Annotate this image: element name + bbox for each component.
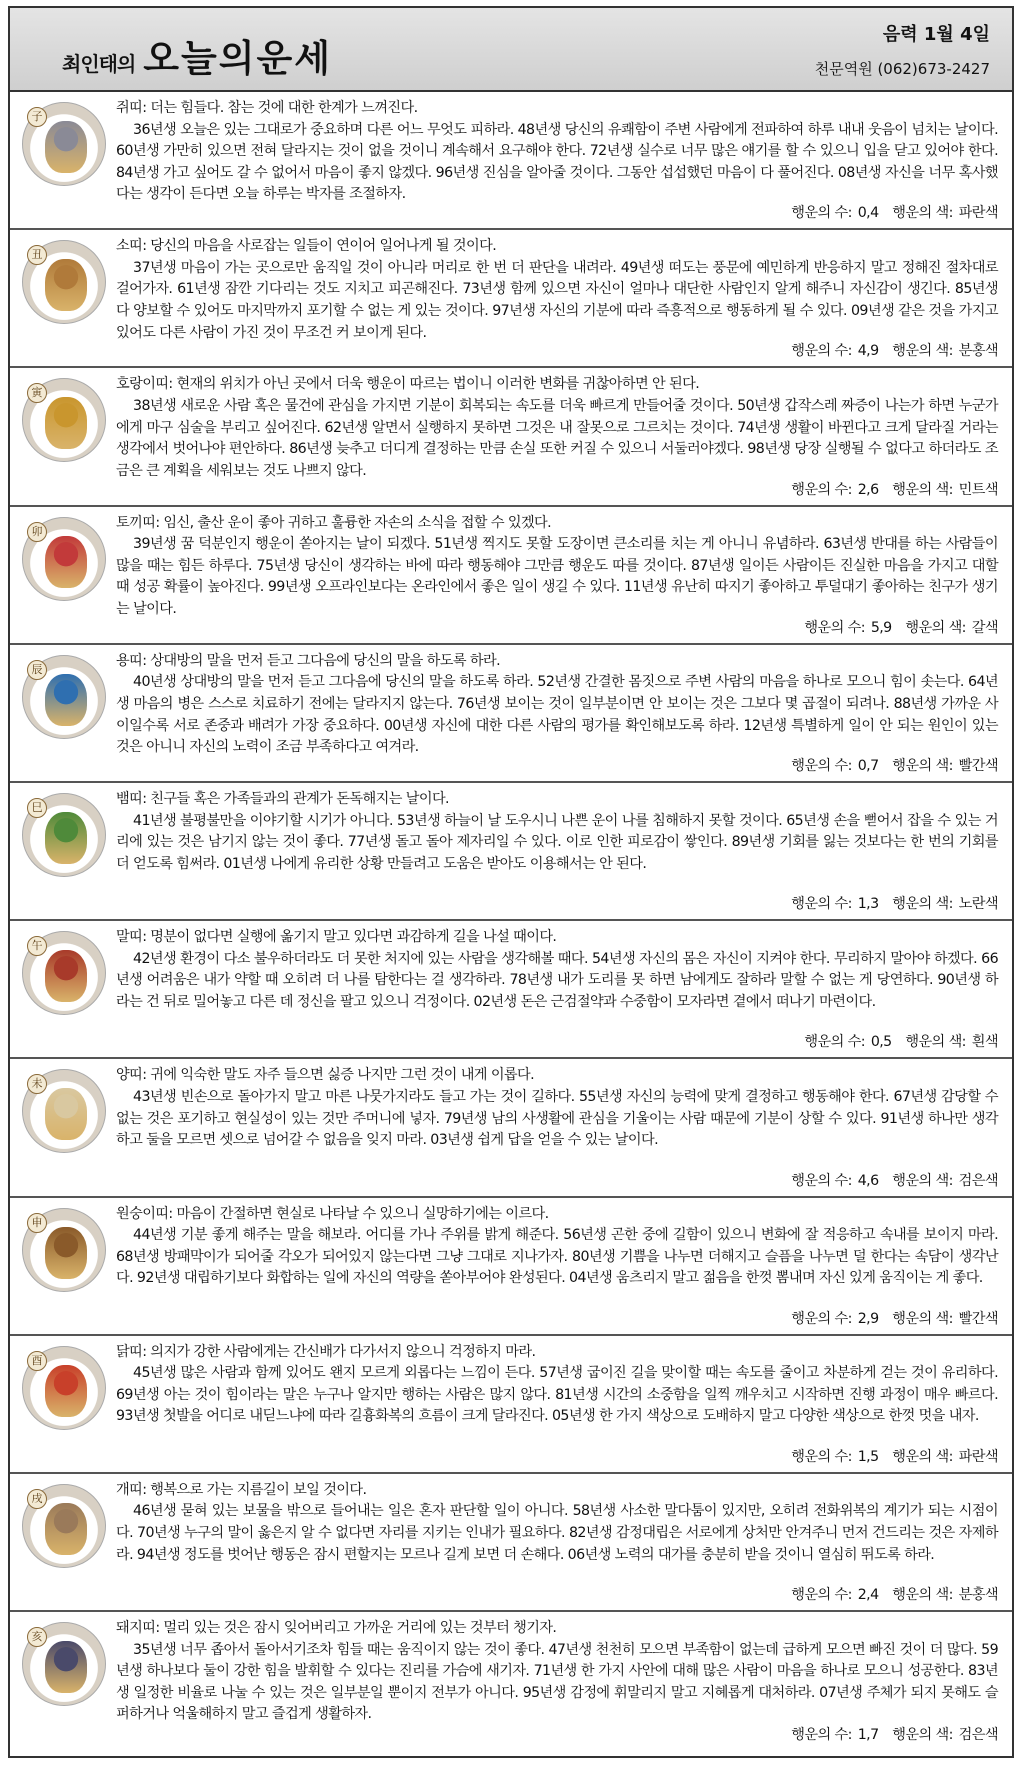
lucky-info: [781, 202, 998, 222]
lucky-color: 노란색: [958, 896, 998, 913]
fortune-title: 토끼띠: 임신, 출산 운이 좋아 귀하고 훌륭한 자손의 소식을 접할 수 있겠다.: [116, 514, 552, 531]
lucky-number: 2,6: [857, 481, 879, 498]
lucky-color-label: 행운의 색:: [892, 481, 953, 498]
lucky-info: [781, 1170, 998, 1190]
zodiac-character: 戌: [27, 1489, 47, 1509]
zodiac-row: [10, 507, 1012, 645]
lucky-color-label: 행운의 색:: [892, 757, 953, 774]
lucky-number-label: 행운의 수:: [791, 1727, 852, 1744]
fortune-text: [116, 98, 998, 206]
zodiac-figure-icon: [45, 812, 87, 864]
lucky-info: [794, 1031, 998, 1051]
lucky-color-label: 행운의 색:: [905, 619, 966, 636]
zodiac-list: [10, 92, 1012, 1756]
lucky-number: 1,5: [857, 1448, 879, 1465]
zodiac-figure-icon: [45, 1503, 87, 1555]
lucky-info: [781, 1308, 998, 1328]
zodiac-figure-icon: [45, 259, 87, 311]
fortune-title: 원숭이띠: 마음이 간절하면 현실로 나타날 수 있으니 실망하기에는 이르다.: [116, 1205, 549, 1222]
lucky-color: 분홍색: [958, 343, 998, 360]
fortune-text: [116, 374, 998, 482]
fortune-body: 39년생 꿈 덕분인지 행운이 쏟아지는 날이 되겠다. 51년생 찍지도 못할 도장이면 큰소리를 치는 게 아니니 유념하라. 63년생 반대를 하는 사람들이 많을 때는 힘든 하루다. 75년생 당신이 생각하는 바에 따라 행동해야 그만큼 행운도 따를 것이다. 87년생 일이든 사람이든 진실한 마음을 가지고 대할 때 성공 확률이 높아진다. 99년생 오프라인보다는 온라인에서 좋은 일이 생길 수 있다. 11년생 유난히 따지기 좋아하고 투덜대기 좋아하는 친구가 생기는 날이다.: [116, 536, 998, 617]
zodiac-emblem-icon: [22, 517, 106, 601]
zodiac-emblem-icon: [22, 655, 106, 739]
zodiac-character: 酉: [27, 1351, 47, 1371]
fortune-text: [116, 236, 998, 344]
fortune-body: 37년생 마음이 가는 곳으로만 움직일 것이 아니라 머리로 한 번 더 판단을 내려라. 49년생 떠도는 풍문에 예민하게 반응하지 말고 정해진 절차대로 걸어가자. 61년생 잠깐 기다리는 것도 지치고 피곤해진다. 73년생 함께 있으면 자신이 얼마나 대단한 사람인지 알게 해주니 자신감이 생긴다. 85년생 다 양보할 수 있어도 마지막까지 포기할 수 없는 게 있는 것이다. 97년생 자신의 기분에 따라 즉흥적으로 행동하게 될 수 있다. 09년생 같은 것을 가지고 있어도 다른 사람이 가진 것이 무조건 커 보이게 된다.: [116, 259, 998, 341]
fortune-title: 개띠: 행복으로 가는 지름길이 보일 것이다.: [116, 1481, 367, 1498]
fortune-body: 38년생 새로운 사람 혹은 물건에 관심을 가지면 기분이 회복되는 속도를 더욱 빠르게 만들어줄 것이다. 50년생 갑작스레 짜증이 나는가 하면 누군가에게 마구 심술을 부리고 싶어진다. 62년생 알면서 실행하지 못하면 그것은 내 잘못으로 그르치는 것이다. 74년생 생활이 바뀐다고 크게 달라질 거라는 생각에서 벗어나야 편안하다. 86년생 늦추고 더디게 결정하는 만큼 손실 또한 커질 수 있으니 서둘러야겠다. 98년생 당장 실행될 수 없다고 하더라도 조금은 큰 계획을 세워보는 것도 나쁘지 않다.: [116, 397, 998, 479]
fortune-text: [116, 1618, 998, 1726]
zodiac-emblem-icon: [22, 931, 106, 1015]
lucky-number: 5,9: [870, 619, 892, 636]
zodiac-figure-icon: [45, 121, 87, 173]
lucky-number-label: 행운의 수:: [791, 896, 852, 913]
fortune-text: [116, 513, 998, 621]
lucky-color: 빨간색: [958, 757, 998, 774]
zodiac-emblem-icon: [22, 1069, 106, 1153]
logo-title: 오늘의운세: [143, 37, 332, 80]
zodiac-row: [10, 1198, 1012, 1336]
zodiac-character: 丑: [27, 245, 47, 265]
zodiac-row: [10, 645, 1012, 783]
contact-info: 천문역원 (062)673-2427: [814, 60, 990, 78]
fortune-title: 말띠: 명분이 없다면 실행에 옮기지 말고 있다면 과감하게 길을 나설 때이다.: [116, 929, 557, 946]
lucky-number: 0,5: [870, 1034, 892, 1051]
fortune-text: [116, 1480, 998, 1566]
fortune-title: 돼지띠: 멀리 있는 것은 잠시 잊어버리고 가까운 거리에 있는 것부터 챙기자.: [116, 1620, 557, 1637]
fortune-body: 36년생 오늘은 있는 그대로가 중요하며 다른 어느 무엇도 피하라. 48년생 당신의 유쾌함이 주변 사람에게 전파하여 하루 내내 웃음이 넘치는 날이다. 60년생 가만히 있으면 전혀 달라지는 것이 없을 것이니 계속해서 요구해야 한다. 72년생 실수로 너무 많은 얘기를 할 수 있으니 입을 닫고 있어야 한다. 84년생 가고 싶어도 갈 수 없어서 마음이 좋지 않겠다. 96년생 진심을 알아줄 것이다. 그동안 섭섭했던 마음이 다 풀어진다. 08년생 자신을 너무 혹사했다는 생각이 든다면 오늘 하루는 박자를 조절하자.: [116, 121, 998, 203]
lucky-number-label: 행운의 수:: [791, 1448, 852, 1465]
zodiac-character: 午: [27, 936, 47, 956]
lucky-number-label: 행운의 수:: [791, 757, 852, 774]
zodiac-figure-icon: [45, 1365, 87, 1417]
zodiac-character: 卯: [27, 522, 47, 542]
horoscope-page: [8, 6, 1014, 1758]
lucky-color: 흰색: [971, 1034, 998, 1051]
lucky-color: 검은색: [958, 1727, 998, 1744]
lucky-color-label: 행운의 색:: [892, 1587, 953, 1604]
lucky-color: 파란색: [958, 1448, 998, 1465]
zodiac-character: 申: [27, 1213, 47, 1233]
zodiac-character: 亥: [27, 1627, 47, 1647]
zodiac-character: 辰: [27, 660, 47, 680]
lucky-number-label: 행운의 수:: [791, 343, 852, 360]
zodiac-emblem-icon: [22, 102, 106, 186]
lucky-info: [781, 755, 998, 775]
lucky-info: [781, 893, 998, 913]
lucky-info: [781, 1724, 998, 1744]
zodiac-figure-icon: [45, 1088, 87, 1140]
lucky-number-label: 행운의 수:: [791, 481, 852, 498]
lucky-info: [781, 1446, 998, 1466]
zodiac-emblem-icon: [22, 1484, 106, 1568]
lucky-info: [781, 479, 998, 499]
fortune-body: 40년생 상대방의 말을 먼저 듣고 그다음에 당신의 말을 하도록 하라. 52년생 간결한 몸짓으로 주변 사람의 마음을 하나로 모으니 힘이 솟는다. 64년생 마음의 병은 스스로 치료하기 전에는 달라지지 않는다. 76년생 보이는 것이 일부분이면 안 보이는 것은 그보다 몇 곱절이 되려나. 88년생 가까운 사이일수록 서로 존중과 배려가 가장 중요하다. 00년생 자신에 대한 다른 사람의 평가를 확인해보도록 하라. 12년생 특별하게 일이 안 되는 원인이 있는 것은 아니니 자신의 노력이 조금 부족하다고 여겨라.: [116, 674, 998, 756]
lucky-number: 4,9: [857, 343, 879, 360]
zodiac-row: [10, 1059, 1012, 1197]
fortune-body: 41년생 불평불만을 이야기할 시기가 아니다. 53년생 하늘이 날 도우시니 나쁜 운이 나를 침해하지 못할 것이다. 65년생 손을 뻗어서 잡을 수 있는 거리에 있는 것은 남기지 않는 것이 좋다. 77년생 돌고 돌아 제자리일 수 있다. 이로 인한 피로감이 쌓인다. 89년생 기회를 잃는 것보다는 한 번의 기회를 더 얻도록 힘써라. 01년생 나에게 유리한 상황 만들려고 도움은 받아도 이용해서는 안 된다.: [116, 812, 998, 872]
zodiac-row: [10, 230, 1012, 368]
lucky-color-label: 행운의 색:: [892, 205, 953, 222]
zodiac-figure-icon: [45, 536, 87, 588]
fortune-body: 46년생 묻혀 있는 보물을 밖으로 들어내는 일은 혼자 판단할 일이 아니다. 58년생 사소한 말다툼이 있지만, 오히려 전화위복의 계기가 되는 시점이다. 70년생 누구의 말이 옳은지 알 수 없다면 자리를 지키는 인내가 필요하다. 82년생 감정대립은 서로에게 상처만 안겨주니 먼저 건드리는 것은 자제하라. 94년생 정도를 벗어난 행동은 잠시 편할지는 모르나 길게 보면 더 손해다. 06년생 노력의 대가를 충분히 받을 것이니 열심히 뛰도록 하라.: [116, 1503, 998, 1563]
page-header: [10, 8, 1012, 92]
zodiac-row: [10, 921, 1012, 1059]
lucky-color-label: 행운의 색:: [892, 1727, 953, 1744]
lucky-number: 2,9: [857, 1310, 879, 1327]
fortune-body: 42년생 환경이 다소 불우하더라도 더 못한 처지에 있는 사람을 생각해볼 때다. 54년생 자신의 몸은 자신이 지켜야 한다. 무리하지 말아야 하겠다. 66년생 어려움은 내가 약할 때 오히려 더 나를 탐한다는 걸 생각하라. 78년생 내가 도리를 못 하면 남에게도 잘하라 말할 수 없는 게 당연하다. 90년생 하라는 건 뒤로 밀어놓고 다른 데 정신을 팔고 있으니 걱정이다. 02년생 돈은 근검절약과 수중함이 모자라면 곁에서 떠나기 마련이다.: [116, 950, 998, 1010]
fortune-text: [116, 1065, 998, 1151]
lucky-color: 파란색: [958, 205, 998, 222]
lucky-number: 2,4: [857, 1587, 879, 1604]
lucky-color-label: 행운의 색:: [892, 1172, 953, 1189]
lucky-color: 민트색: [958, 481, 998, 498]
lucky-info: [781, 340, 998, 360]
zodiac-character: 巳: [27, 798, 47, 818]
fortune-title: 소띠: 당신의 마음을 사로잡는 일들이 연이어 일어나게 될 것이다.: [116, 238, 497, 255]
logo-author: 최인태의: [62, 52, 136, 76]
zodiac-figure-icon: [45, 1641, 87, 1693]
lucky-color-label: 행운의 색:: [892, 343, 953, 360]
fortune-text: [116, 789, 998, 875]
fortune-text: [116, 1342, 998, 1428]
lunar-date: 음력 1월 4일: [882, 24, 990, 45]
lucky-color: 갈색: [971, 619, 998, 636]
fortune-body: 35년생 너무 좁아서 돌아서기조차 힘들 때는 움직이지 않는 것이 좋다. 47년생 천천히 모으면 부족함이 없는데 급하게 모으면 빠진 것이 더 많다. 59년생 하나보다 둘이 강한 힘을 발휘할 수 있다는 진리를 가슴에 새기자. 71년생 한 가지 사안에 대해 많은 사람이 마음을 하나로 모으니 성공한다. 83년생 일정한 비율로 나눌 수 있는 것은 일부분일 뿐이지 전부가 아니다. 95년생 감정에 휘말리지 말고 지혜롭게 대처하라. 07년생 주체가 되지 못해도 슬퍼하거나 억울해하지 말고 즐겁게 생활하자.: [116, 1641, 998, 1723]
zodiac-emblem-icon: [22, 1208, 106, 1292]
zodiac-emblem-icon: [22, 1622, 106, 1706]
fortune-text: [116, 1204, 998, 1290]
lucky-number-label: 행운의 수:: [791, 1172, 852, 1189]
logo: [62, 28, 332, 82]
zodiac-figure-icon: [45, 674, 87, 726]
lucky-number: 1,7: [857, 1727, 879, 1744]
zodiac-row: [10, 1474, 1012, 1612]
fortune-body: 43년생 빈손으로 돌아가지 말고 마른 나뭇가지라도 들고 가는 것이 길하다. 55년생 자신의 능력에 맞게 결정하고 행동해야 한다. 67년생 감당할 수 없는 것은 포기하고 현실성이 있는 것만 주머니에 넣자. 79년생 남의 사생활에 관심을 기울이는 사람 때문에 기분이 상할 수 있다. 91년생 하나만 생각하고 둘을 모르면 셋으로 넘어갈 수 없음을 잊지 마라. 03년생 쉽게 답을 얻을 수 있는 날이다.: [116, 1088, 998, 1149]
zodiac-character: 子: [27, 107, 47, 127]
lucky-number: 1,3: [857, 896, 879, 913]
fortune-title: 쥐띠: 더는 힘들다. 참는 것에 대한 한계가 느껴진다.: [116, 100, 418, 116]
fortune-title: 뱀띠: 친구들 혹은 가족들과의 관계가 돈독해지는 날이다.: [116, 790, 449, 807]
zodiac-character: 未: [27, 1074, 47, 1094]
zodiac-row: [10, 1336, 1012, 1474]
lucky-info: [794, 617, 998, 637]
zodiac-emblem-icon: [22, 1346, 106, 1430]
lucky-color-label: 행운의 색:: [892, 1448, 953, 1465]
lucky-color-label: 행운의 색:: [892, 896, 953, 913]
fortune-body: 45년생 많은 사람과 함께 있어도 왠지 모르게 외롭다는 느낌이 든다. 57년생 굽이진 길을 맞이할 때는 속도를 줄이고 차분하게 걷는 것이 유리하다. 69년생 아는 것이 힘이라는 말은 누구나 알지만 행하는 사람은 많지 않다. 81년생 시간의 소중함을 일찍 깨우치고 시작하면 진행 과정이 매우 빠르다. 93년생 첫발을 어디로 내딛느냐에 따라 길흉화복의 흐름이 크게 달라진다. 05년생 한 가지 색상으로 도배하지 말고 다양한 색상으로 한껏 멋을 내자.: [116, 1365, 999, 1425]
lucky-color: 빨간색: [958, 1310, 998, 1327]
zodiac-row: [10, 1612, 1012, 1750]
lucky-number: 0,7: [857, 757, 879, 774]
fortune-title: 용띠: 상대방의 말을 먼저 듣고 그다음에 당신의 말을 하도록 하라.: [116, 652, 501, 669]
lucky-number-label: 행운의 수:: [791, 1587, 852, 1604]
lucky-number-label: 행운의 수:: [804, 619, 865, 636]
lucky-number-label: 행운의 수:: [791, 205, 852, 222]
zodiac-row: [10, 783, 1012, 921]
lucky-color: 분홍색: [958, 1587, 998, 1604]
zodiac-figure-icon: [45, 1227, 87, 1279]
lucky-color-label: 행운의 색:: [892, 1310, 953, 1327]
zodiac-row: [10, 92, 1012, 230]
fortune-text: [116, 927, 998, 1013]
lucky-number-label: 행운의 수:: [791, 1310, 852, 1327]
zodiac-figure-icon: [45, 397, 87, 449]
fortune-title: 호랑이띠: 현재의 위치가 아닌 곳에서 더욱 행운이 따르는 법이니 이러한 변화를 귀찮아하면 안 된다.: [116, 376, 700, 393]
fortune-title: 닭띠: 의지가 강한 사람에게는 간신배가 다가서지 않으니 걱정하지 마라.: [116, 1343, 536, 1360]
lucky-color: 검은색: [958, 1172, 998, 1189]
zodiac-emblem-icon: [22, 378, 106, 462]
lucky-number: 4,6: [857, 1172, 879, 1189]
zodiac-emblem-icon: [22, 240, 106, 324]
fortune-text: [116, 651, 998, 759]
zodiac-figure-icon: [45, 950, 87, 1002]
lucky-number-label: 행운의 수:: [804, 1034, 865, 1051]
fortune-body: 44년생 기분 좋게 해주는 말을 해보라. 어디를 가나 주위를 밝게 해준다. 56년생 곤한 중에 길함이 있으니 변화에 잘 적응하고 속내를 보이지 마라. 68년생 방패막이가 되어줄 각오가 되어있지 않는다면 그냥 그대로 지나가자. 80년생 기쁨을 나누면 더해지고 슬픔을 나누면 덜 한다는 속담이 생각난다. 92년생 대립하기보다 화합하는 일에 자신의 역량을 쏟아부어야 완성된다. 04년생 움츠리지 말고 젊음을 한껏 뽐내며 자신 있게 움직이는 게 좋다.: [116, 1227, 998, 1287]
lucky-color-label: 행운의 색:: [905, 1034, 966, 1051]
zodiac-emblem-icon: [22, 793, 106, 877]
lucky-number: 0,4: [857, 205, 879, 222]
lucky-info: [781, 1584, 998, 1604]
zodiac-row: [10, 368, 1012, 506]
zodiac-character: 寅: [27, 383, 47, 403]
fortune-title: 양띠: 귀에 익숙한 말도 자주 들으면 싫증 나지만 그런 것이 내게 이롭다.: [116, 1067, 535, 1084]
